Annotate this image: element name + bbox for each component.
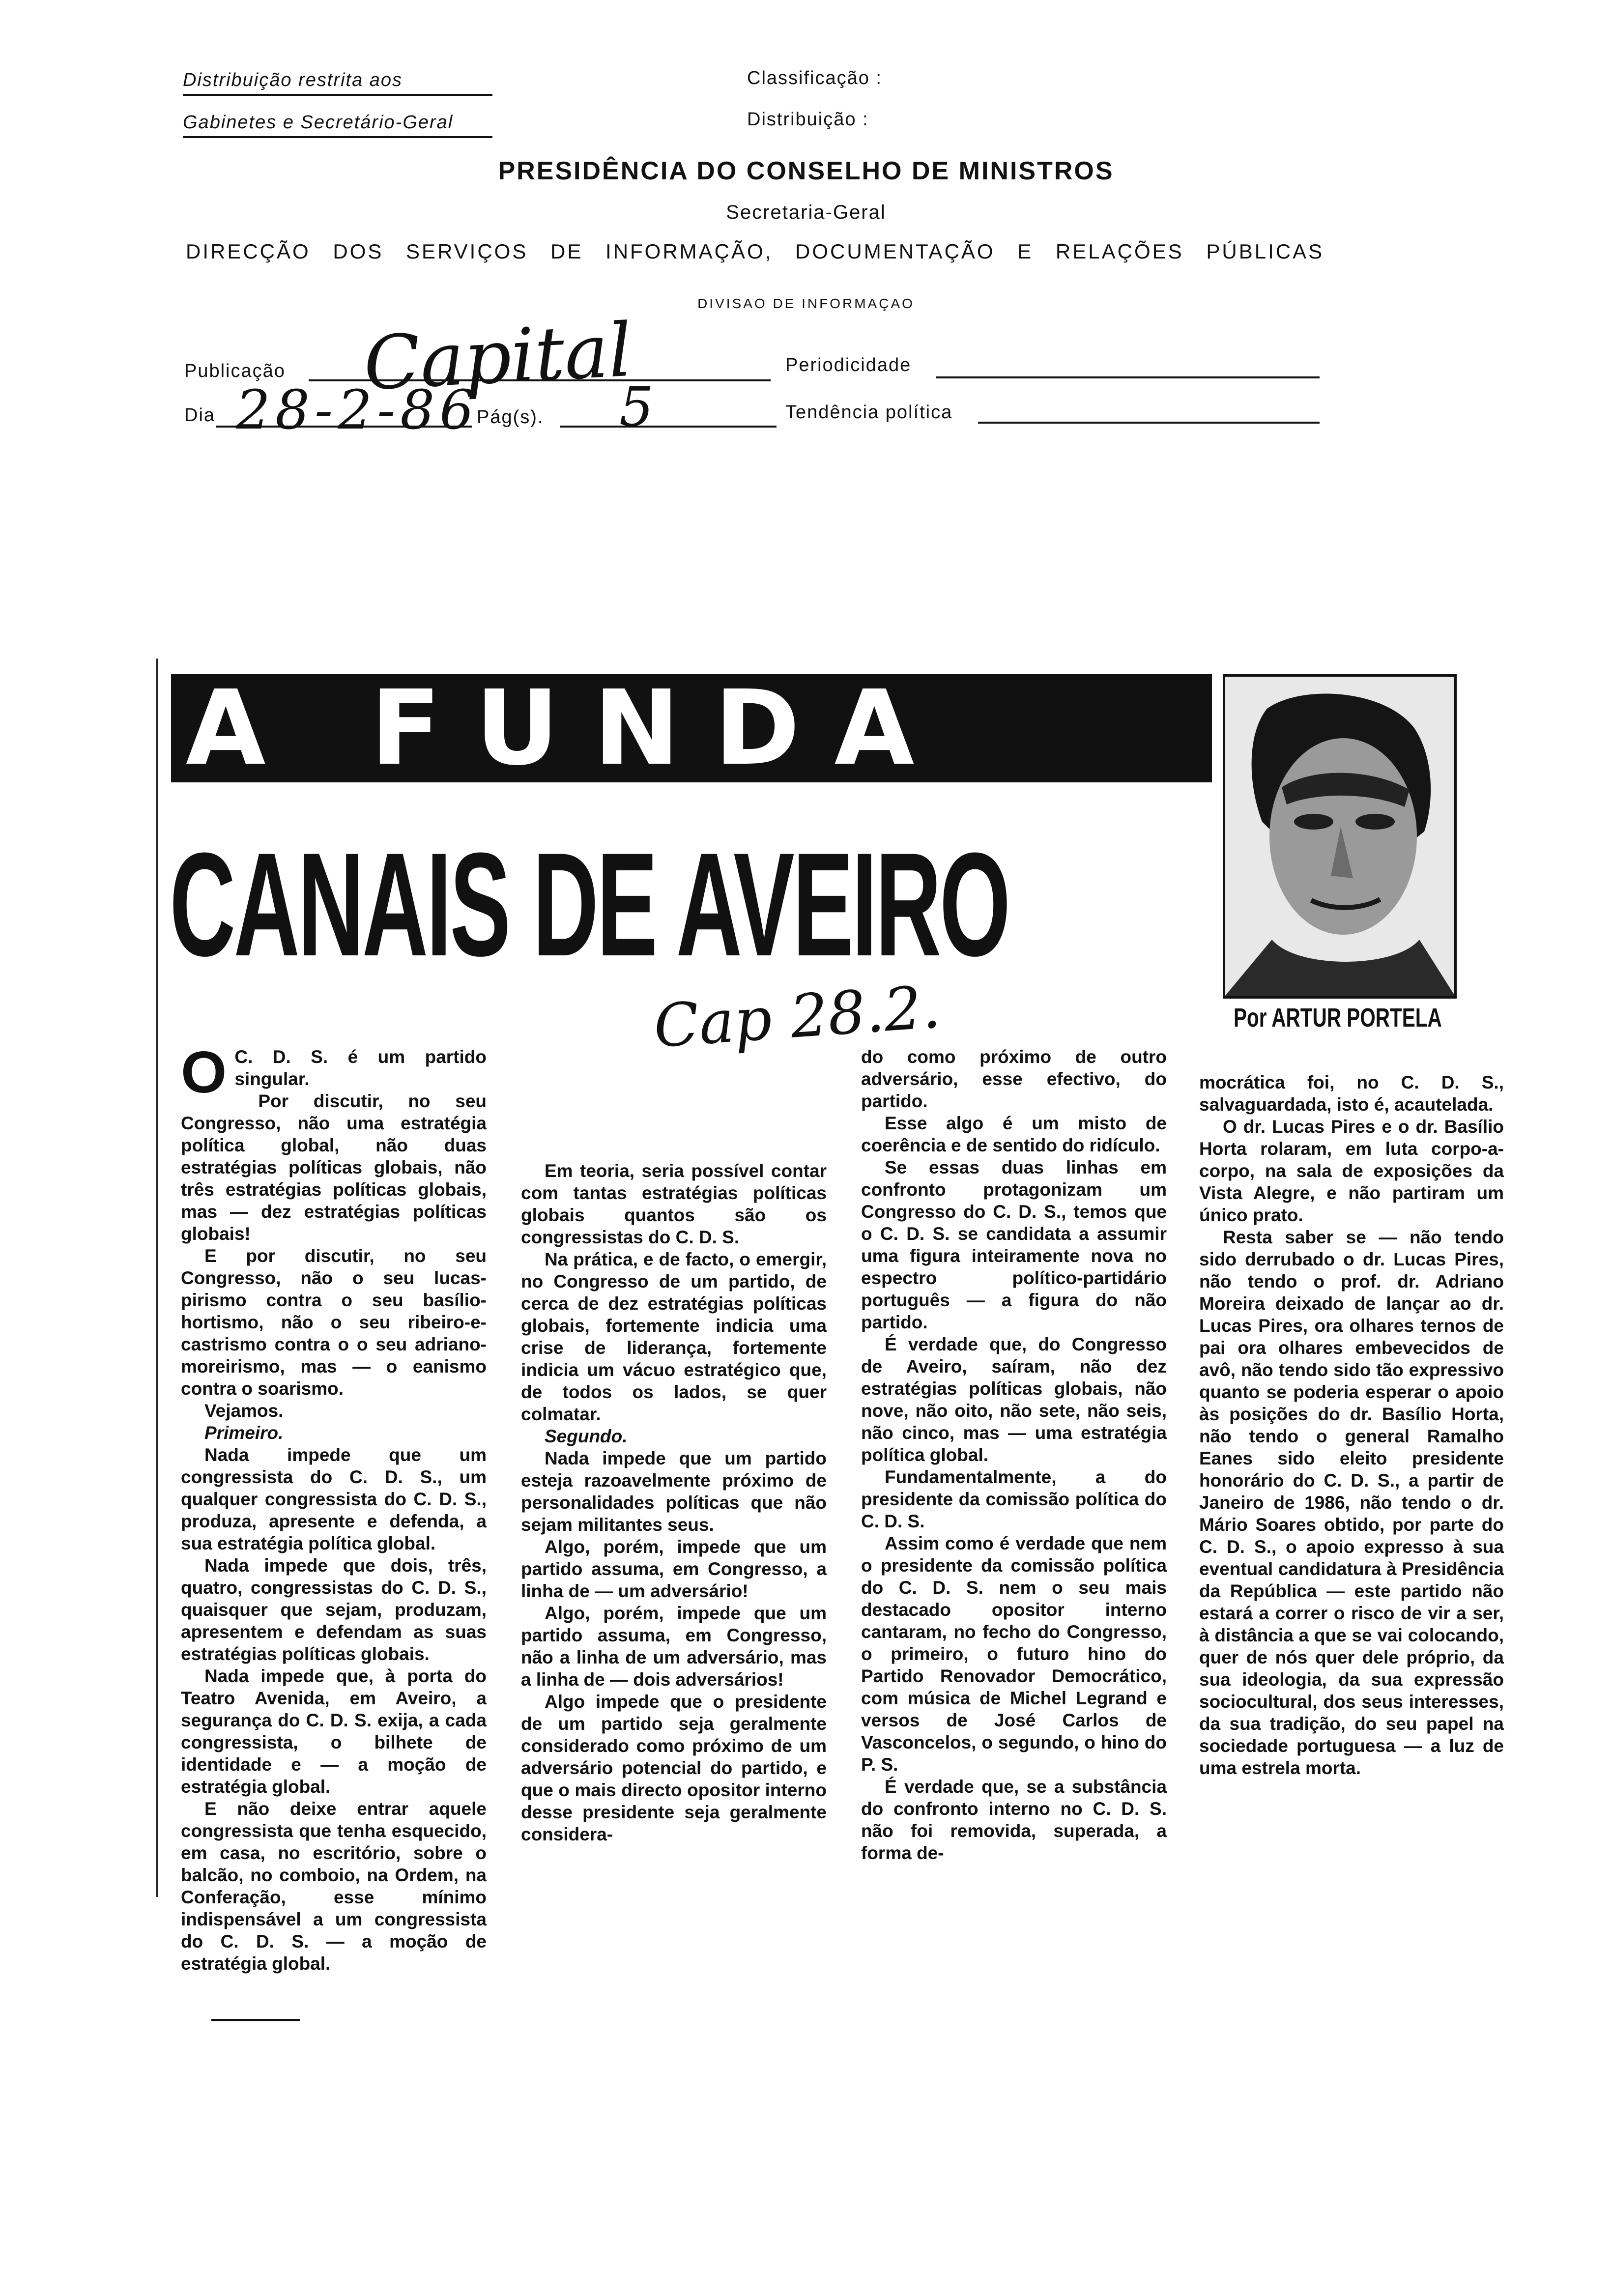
- paragraph: Nada impede que dois, três, quatro, congressistas do C. D. S., quaisquer que sejam, produzam, apresentem e defendam as suas estratégias políticas globais.: [181, 1555, 487, 1664]
- dropcap: O: [181, 1039, 227, 1105]
- dia-handwritten: 28-2-86: [236, 378, 479, 441]
- portrait-image: [1223, 674, 1457, 999]
- article-column-3: [861, 1046, 1167, 1864]
- paragraph: Assim como é verdade que nem o presidente da comissão política do C. D. S. nem o seu mais destacado opositor interno cantaram, no fecho do Congresso, o primeiro, o futuro hino do Partido Renovador Democrático, com música de Michel Legrand e versos de José Carlos de Vasconcelos, o segundo, o hino do P. S.: [861, 1533, 1167, 1775]
- tendencia-label: Tendência política: [785, 402, 953, 423]
- paragraph: Nada impede que um partido esteja razoavelmente próximo de personalidades políticas que não sejam militantes seus.: [521, 1448, 827, 1535]
- article-column-4: [1199, 1071, 1504, 1779]
- paragraph: Resta saber se — não tendo sido derrubado o dr. Lucas Pires, não tendo o prof. dr. Adriano Moreira deixado de lançar ao dr. Lucas Pires, ora olhares ternos de pai ora olhares embevecidos de avô, não tendo sido tão expressivo quanto se poderia esperar o apoio às posições do dr. Basílio Horta, não tendo o general Ramalho Eanes sido eleito presidente honorário do C. D. S., a partir de Janeiro de 1986, não tendo o dr. Mário Soares obtido, por parte do C. D. S., o apoio expresso à sua eventual candidatura à Presidência da República — este partido não estará a correr o risco de vir a ser, à distância a que se vai colocando, quer de nós quer dele próprio, da sua ideologia, da sua expressão sociocultural, dos seus interesses, da sua tradição, do seu papel na sociedade portuguesa — a luz de uma estrela morta.: [1199, 1227, 1504, 1778]
- paragraph: E por discutir, no seu Congresso, não o seu lucas-pirismo contra o seu basílio-hortismo, não o seu ribeiro-e-castrismo contra o o seu adriano-moreirismo, mas — o eanismo contra o soarismo.: [181, 1246, 487, 1399]
- pags-handwritten: 5: [619, 375, 654, 438]
- pags-line: [560, 426, 777, 428]
- paragraph: Esse algo é um misto de coerência e de sentido do ridículo.: [861, 1113, 1167, 1155]
- org-subtitle: Secretaria-Geral: [726, 201, 886, 223]
- paragraph: E não deixe entrar aquele congressista que tenha esquecido, em casa, no escritório, sobre o balcão, no comboio, na Ordem, na Conferação, esse mínimo indispensável a um congressista do C. D. S. — a moção de estratégia global.: [181, 1799, 487, 1974]
- paragraph: Nada impede que, à porta do Teatro Avenida, em Aveiro, a segurança do C. D. S. exija, a cada congressista, o bilhete de identidade e — a moção de estratégia global.: [181, 1666, 487, 1797]
- paragraph: Se essas duas linhas em confronto protagonizam um Congresso do C. D. S., temos que o C. D. S. se candidata a assumir uma figura inteiramente nova no espectro político-partidário português — a figura do não partido.: [861, 1157, 1167, 1332]
- paragraph: mocrática foi, no C. D. S., salvaguardada, isto é, acautelada.: [1199, 1072, 1504, 1115]
- distribution-line-2: Gabinetes e Secretário-Geral: [183, 112, 492, 138]
- author-photo: [1223, 674, 1457, 999]
- tendencia-line: [978, 422, 1320, 424]
- direction-line: DIRECÇÃO DOS SERVIÇOS DE INFORMAÇÃO, DOCUMENTAÇÃO E RELAÇÕES PÚBLICAS: [186, 240, 1324, 263]
- paragraph: Algo, porém, impede que um partido assuma, em Congresso, não a linha de um adversário, mas a linha de — dois adversários!: [521, 1603, 827, 1690]
- distribution-line-1: Distribuição restrita aos: [183, 70, 492, 96]
- byline: Por ARTUR PORTELA: [1234, 1003, 1442, 1033]
- paragraph: O dr. Lucas Pires e o dr. Basílio Horta rolaram, em luta corpo-a-corpo, na sala de exposições da Vista Alegre, e não partiram um único prato.: [1199, 1117, 1504, 1225]
- article-column-2: [521, 1160, 827, 1845]
- distribuicao-label: Distribuição :: [747, 109, 869, 130]
- paragraph: do como próximo de outro adversário, esse efectivo, do partido.: [861, 1047, 1167, 1111]
- division-line: DIVISAO DE INFORMAÇAO: [697, 296, 915, 311]
- headline: CANAIS DE AVEIRO: [170, 822, 1009, 987]
- paragraph: Fundamentalmente, a do presidente da comissão política do C. D. S.: [861, 1467, 1167, 1531]
- paragraph: Em teoria, seria possível contar com tantas estratégias políticas globais quantos são os congressistas do C. D. S.: [521, 1161, 827, 1247]
- clipping-left-edge: [156, 659, 158, 1897]
- paragraph: Nada impede que um congressista do C. D. S., um qualquer congressista do C. D. S., produza, apresente e defenda, a sua estratégia política global.: [181, 1445, 487, 1553]
- classificacao-label: Classificação :: [747, 68, 882, 88]
- handwritten-clip-note: Cap 28.2.: [651, 973, 943, 1062]
- paragraph: Por discutir, no seu Congresso, não uma estratégia política global, não duas estratégias políticas globais, não três estratégias políticas globais, mas — dez estratégias políticas globais!: [181, 1091, 487, 1244]
- paragraph: Algo impede que o presidente de um partido seja geralmente considerado como próximo de um adversário potencial do partido, e que o mais directo opositor interno desse presidente seja geralmente considera-: [521, 1692, 827, 1844]
- paragraph: Vejamos.: [204, 1401, 284, 1421]
- banner-kicker: A FUNDA: [171, 674, 1212, 782]
- periodicidade-line: [936, 376, 1320, 378]
- pags-label: Pág(s).: [477, 407, 544, 428]
- paragraph: Na prática, e de facto, o emergir, no Congresso de um partido, de cerca de dez estratégias políticas globais, fortemente indicia uma crise de liderança, fortemente indicia um vácuo estratégico que, de todos os lados, se quer colmatar.: [521, 1249, 827, 1424]
- periodicidade-label: Periodicidade: [785, 355, 912, 375]
- article-column-1: [181, 1039, 487, 1975]
- publicacao-label: Publicação: [184, 361, 286, 381]
- end-rule: [211, 2019, 300, 2021]
- paragraph: Algo, porém, impede que um partido assuma, em Congresso, a linha de — um adversário!: [521, 1537, 827, 1601]
- paragraph: É verdade que, do Congresso de Aveiro, saíram, não dez estratégias políticas globais, não nove, não oito, não sete, não seis, não cinco, mas — uma estratégia política global.: [861, 1334, 1167, 1465]
- paragraph: C. D. S. é um partido singular.: [234, 1047, 487, 1089]
- paragraph: É verdade que, se a substância do confronto interno no C. D. S. não foi removida, superada, a forma de-: [861, 1777, 1167, 1863]
- publicacao-handwritten: Capital: [361, 307, 634, 407]
- section-marker: Primeiro.: [204, 1423, 284, 1443]
- dia-label: Dia: [184, 405, 216, 426]
- section-marker: Segundo.: [545, 1426, 628, 1446]
- org-title: PRESIDÊNCIA DO CONSELHO DE MINISTROS: [498, 157, 1114, 185]
